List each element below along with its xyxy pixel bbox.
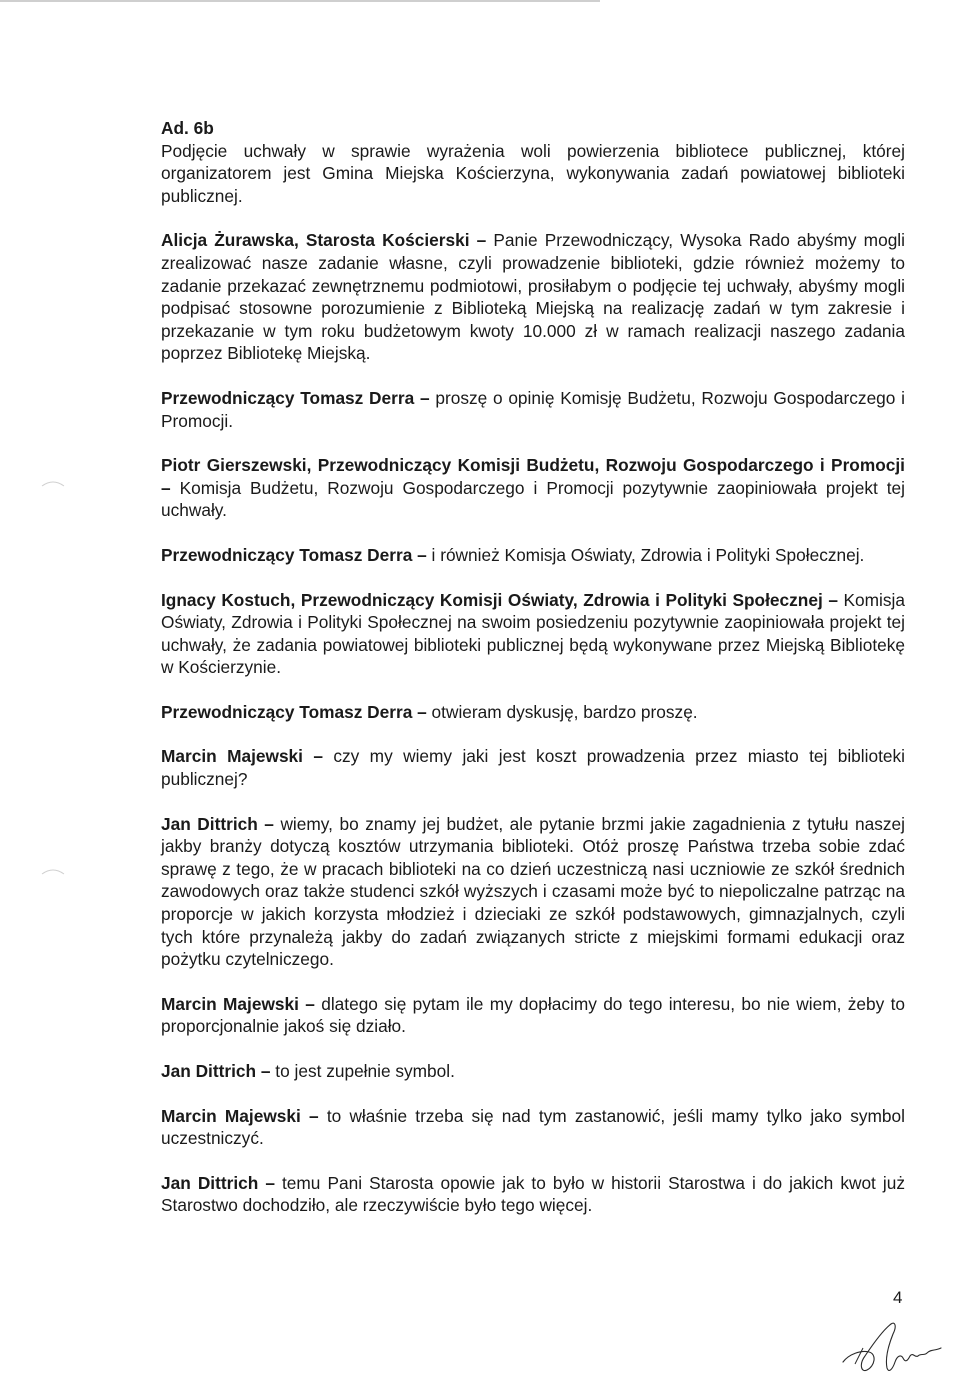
margin-punch-mark: [40, 478, 66, 488]
paragraph-text: to jest zupełnie symbol.: [275, 1061, 455, 1081]
paragraph: [161, 1172, 905, 1217]
speaker-name: Marcin Majewski –: [161, 1105, 319, 1126]
paragraph: [161, 544, 905, 567]
paragraph: [161, 993, 905, 1038]
speaker-name: Marcin Majewski –: [161, 746, 323, 767]
paragraph-text: dlatego się pytam ile my dopłacimy do tego interesu, bo nie wiem, żeby to proporcjonalnie jakoś się działo.: [161, 993, 905, 1037]
paragraph-text: i również Komisja Oświaty, Zdrowia i Polityki Społecznej.: [431, 544, 865, 565]
paragraph-text: to właśnie trzeba się nad tym zastanowić, jeśli mamy tylko jako symbol uczestniczyć.: [161, 1105, 905, 1149]
top-scan-rule: [0, 0, 600, 2]
paragraph-text: Komisja Oświaty, Zdrowia i Polityki Społecznej na swoim posiedzeniu pozytywnie zaopiniowała projekt tej uchwały, że zadania powiatowej biblioteki publicznej będą wykonywane przez Miejską Bibliotekę w Kościerzynie.: [161, 589, 905, 678]
paragraph-text: Panie Przewodniczący, Wysoka Rado abyśmy mogli zrealizować nasze zadanie własne, czyli prowadzenie biblioteki, gdzie również możemy to zadanie przekazać zewnętrznemu podmiotowi, prosiłabym o podjęcie tej uchwały, abyśmy mogli podpisać stosowne porozumienie z Biblioteką Miejską na realizację zadań w tym zakresie i przekazanie w tym roku budżetowym kwoty 10.000 zł w ramach realizacji naszego zadania poprzez Bibliotekę Miejską.: [161, 230, 905, 364]
paragraph: [161, 589, 905, 679]
paragraph-text: wiemy, bo znamy jej budżet, ale pytanie brzmi jakie zagadnienia z tytułu naszej jakby branży dotyczą kosztów utrzymania biblioteki. Otóż proszę Państwa trzeba sobie zdać sprawę z tego, że w pracach biblioteki na co dzień uczestniczą nasi uczniowie ze szkół średnich zawodowych oraz także studenci szkół wyższych i czasami może być to niepoliczalne patrząc na proporcje w jakich korzysta młodzież i dzieciaki ze szkół podstawowych, gimnazjalnych, czyli tych które przynależą jakby do zadań związanych stricte z miejskimi formami edukacji oraz pożytku czytelniczego.: [161, 813, 905, 970]
speaker-name: Przewodniczący Tomasz Derra –: [161, 544, 427, 565]
speaker-name: Piotr Gierszewski, Przewodniczący Komisji Budżetu, Rozwoju Gospodarczego i Promocji –: [161, 455, 905, 498]
speaker-name: Jan Dittrich –: [161, 1061, 271, 1081]
paragraph: [161, 701, 905, 724]
paragraph-text: proszę o opinię Komisję Budżetu, Rozwoju Gospodarczego i Promocji.: [161, 387, 905, 431]
speaker-name: Ignacy Kostuch, Przewodniczący Komisji Oświaty, Zdrowia i Polityki Społecznej –: [161, 589, 838, 610]
speaker-name: Jan Dittrich –: [161, 813, 274, 834]
page-number: 4: [893, 1288, 903, 1307]
paragraph-text: czy my wiemy jaki jest koszt prowadzenia przez miasto tej biblioteki publicznej?: [161, 746, 905, 790]
speaker-name: Marcin Majewski –: [161, 993, 315, 1014]
paragraph: [161, 745, 905, 790]
section-block: [161, 117, 905, 207]
margin-punch-mark: [40, 866, 66, 876]
paragraph: [161, 387, 905, 432]
paragraph: [161, 229, 905, 365]
section-heading: Ad. 6b: [161, 118, 214, 138]
paragraph: [161, 454, 905, 522]
speaker-name: Alicja Żurawska, Starosta Kościerski –: [161, 230, 487, 251]
section-intro: Podjęcie uchwały w sprawie wyrażenia woli powierzenia bibliotece publicznej, której organizatorem jest Gmina Miejska Kościerzyna, wykonywania zadań powiatowej biblioteki publicznej.: [161, 140, 905, 206]
handwritten-signature: [835, 1318, 950, 1378]
speaker-name: Przewodniczący Tomasz Derra –: [161, 701, 427, 722]
paragraph-text: Komisja Budżetu, Rozwoju Gospodarczego i Promocji pozytywnie zaopiniowała projekt tej uchwały.: [161, 477, 905, 521]
paragraph-text: otwieram dyskusję, bardzo proszę.: [431, 701, 698, 722]
document-body: [161, 117, 905, 1239]
paragraph-text: temu Pani Starosta opowie jak to było w historii Starostwa i do jakich kwot już Starostwo dochodziło, ale rzeczywiście było tego więcej.: [161, 1172, 905, 1216]
paragraph: [161, 1105, 905, 1150]
speaker-name: Jan Dittrich –: [161, 1172, 275, 1193]
speaker-name: Przewodniczący Tomasz Derra –: [161, 387, 430, 408]
paragraph: [161, 1060, 905, 1083]
paragraph: [161, 813, 905, 971]
